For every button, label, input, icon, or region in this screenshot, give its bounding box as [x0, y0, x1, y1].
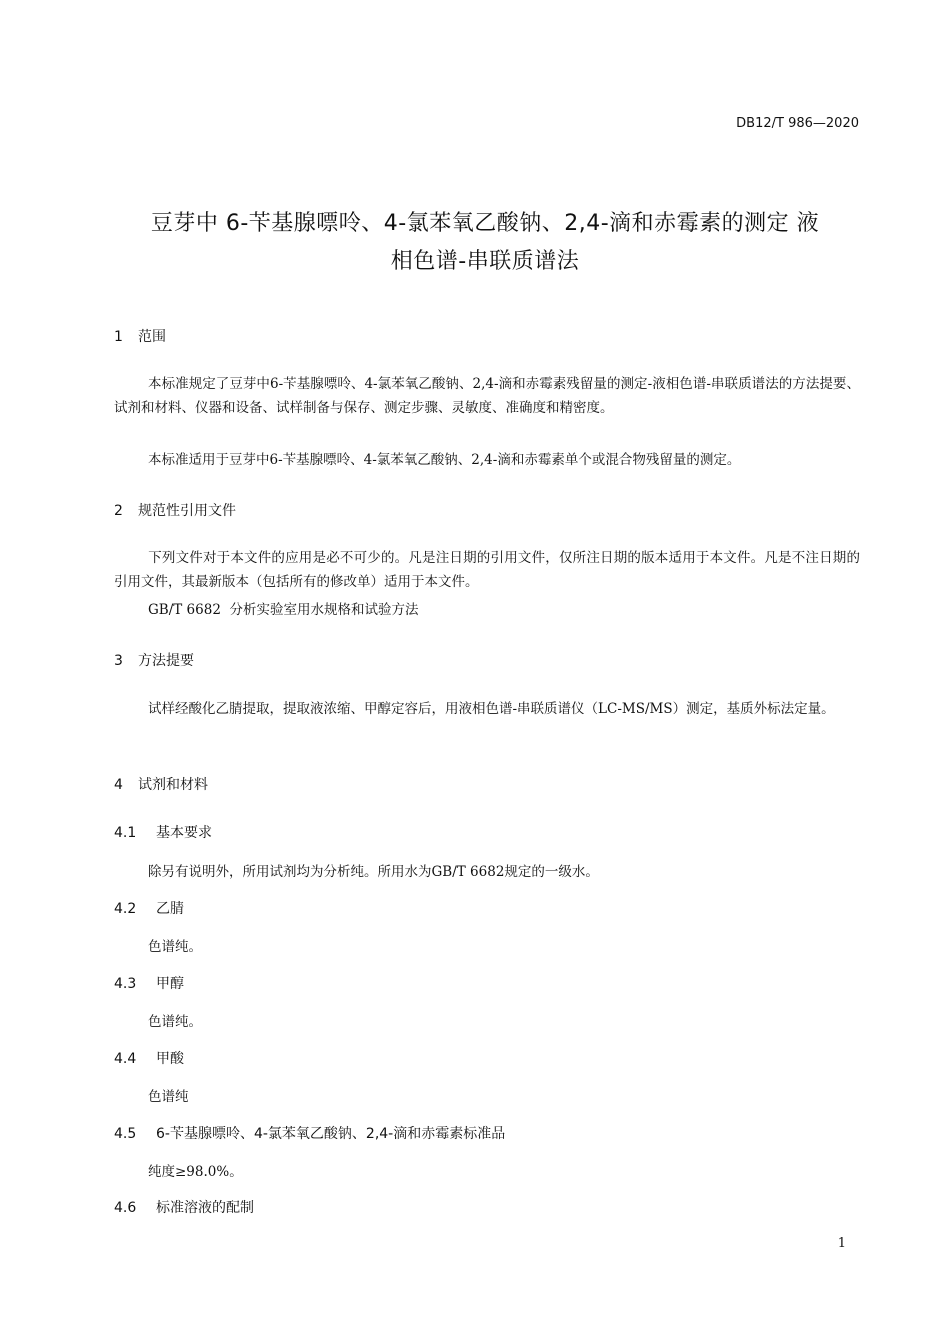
section-title: 范围 — [138, 329, 166, 345]
section-number: 2 — [114, 503, 123, 519]
paragraph-text: 试样经酸化乙腈提取，提取液浓缩、甲醇定容后，用液相色谱-串联质谱仪（LC-MS/MS）测定，基质外标法定量。 — [148, 701, 835, 717]
subsection-4-2-text: 色谱纯。 — [148, 939, 202, 955]
document-title — [110, 205, 860, 281]
subsection-4-1-text: 除另有说明外，所用试剂均为分析纯。所用水为GB/T 6682规定的一级水。 — [148, 864, 599, 880]
subsection-number: 4.1 — [114, 825, 137, 841]
paragraph-text: 本标准适用于豆芽中6-苄基腺嘌呤、4-氯苯氧乙酸钠、2,4-滴和赤霉素单个或混合物残留量的测定。 — [148, 452, 741, 468]
subsection-number: 4.2 — [114, 901, 137, 917]
subsection-4-5-heading — [114, 1123, 505, 1143]
section-number: 1 — [114, 329, 123, 345]
subsection-4-4-heading — [114, 1048, 184, 1068]
subsection-title: 标准溶液的配制 — [156, 1200, 254, 1216]
title-line-2: 相色谱-串联质谱法 — [390, 249, 580, 274]
subsection-title: 甲酸 — [156, 1051, 184, 1067]
subsection-title: 基本要求 — [156, 825, 212, 841]
document-code: DB12/T 986—2020 — [736, 116, 859, 131]
subsection-4-3-text: 色谱纯。 — [148, 1014, 202, 1030]
paragraph-text: 下列文件对于本文件的应用是必不可少的。凡是注日期的引用文件，仅所注日期的版本适用于本文件。凡是不注日期的引用文件，其最新版本（包括所有的修改单）适用于本文件。 — [114, 550, 860, 590]
section-2-paragraph-1 — [114, 546, 860, 594]
subsection-4-5-text: 纯度≥98.0%。 — [148, 1164, 243, 1180]
section-title: 规范性引用文件 — [138, 503, 236, 519]
subsection-4-1-heading — [114, 822, 212, 842]
subsection-number: 4.6 — [114, 1200, 137, 1216]
section-3-paragraph-1 — [114, 697, 860, 721]
subsection-title: 6-苄基腺嘌呤、4-氯苯氧乙酸钠、2,4-滴和赤霉素标准品 — [156, 1126, 506, 1142]
subsection-number: 4.3 — [114, 976, 137, 992]
section-1-paragraph-2 — [114, 448, 860, 472]
subsection-4-3-heading — [114, 973, 184, 993]
section-number: 4 — [114, 777, 123, 793]
title-line-1: 豆芽中 6-苄基腺嘌呤、4-氯苯氧乙酸钠、2,4-滴和赤霉素的测定 液 — [150, 211, 820, 236]
paragraph-text: 本标准规定了豆芽中6-苄基腺嘌呤、4-氯苯氧乙酸钠、2,4-滴和赤霉素残留量的测定-液相色谱-串联质谱法的方法提要、试剂和材料、仪器和设备、试样制备与保存、测定步骤、灵敏度、准确度和精密度。 — [114, 376, 860, 416]
section-1-paragraph-1 — [114, 372, 860, 420]
section-1-heading — [114, 326, 166, 346]
subsection-title: 甲醇 — [156, 976, 184, 992]
section-2-heading — [114, 500, 236, 520]
subsection-4-6-heading — [114, 1197, 254, 1217]
section-4-heading — [114, 774, 208, 794]
subsection-number: 4.5 — [114, 1126, 137, 1142]
normative-reference: GB/T 6682 分析实验室用水规格和试验方法 — [148, 602, 419, 618]
page-number: 1 — [837, 1236, 846, 1251]
subsection-number: 4.4 — [114, 1051, 137, 1067]
section-title: 试剂和材料 — [138, 777, 208, 793]
section-3-heading — [114, 650, 194, 670]
subsection-4-2-heading — [114, 898, 184, 918]
subsection-4-4-text: 色谱纯 — [148, 1089, 189, 1105]
subsection-title: 乙腈 — [156, 901, 184, 917]
section-title: 方法提要 — [138, 653, 194, 669]
section-number: 3 — [114, 653, 123, 669]
